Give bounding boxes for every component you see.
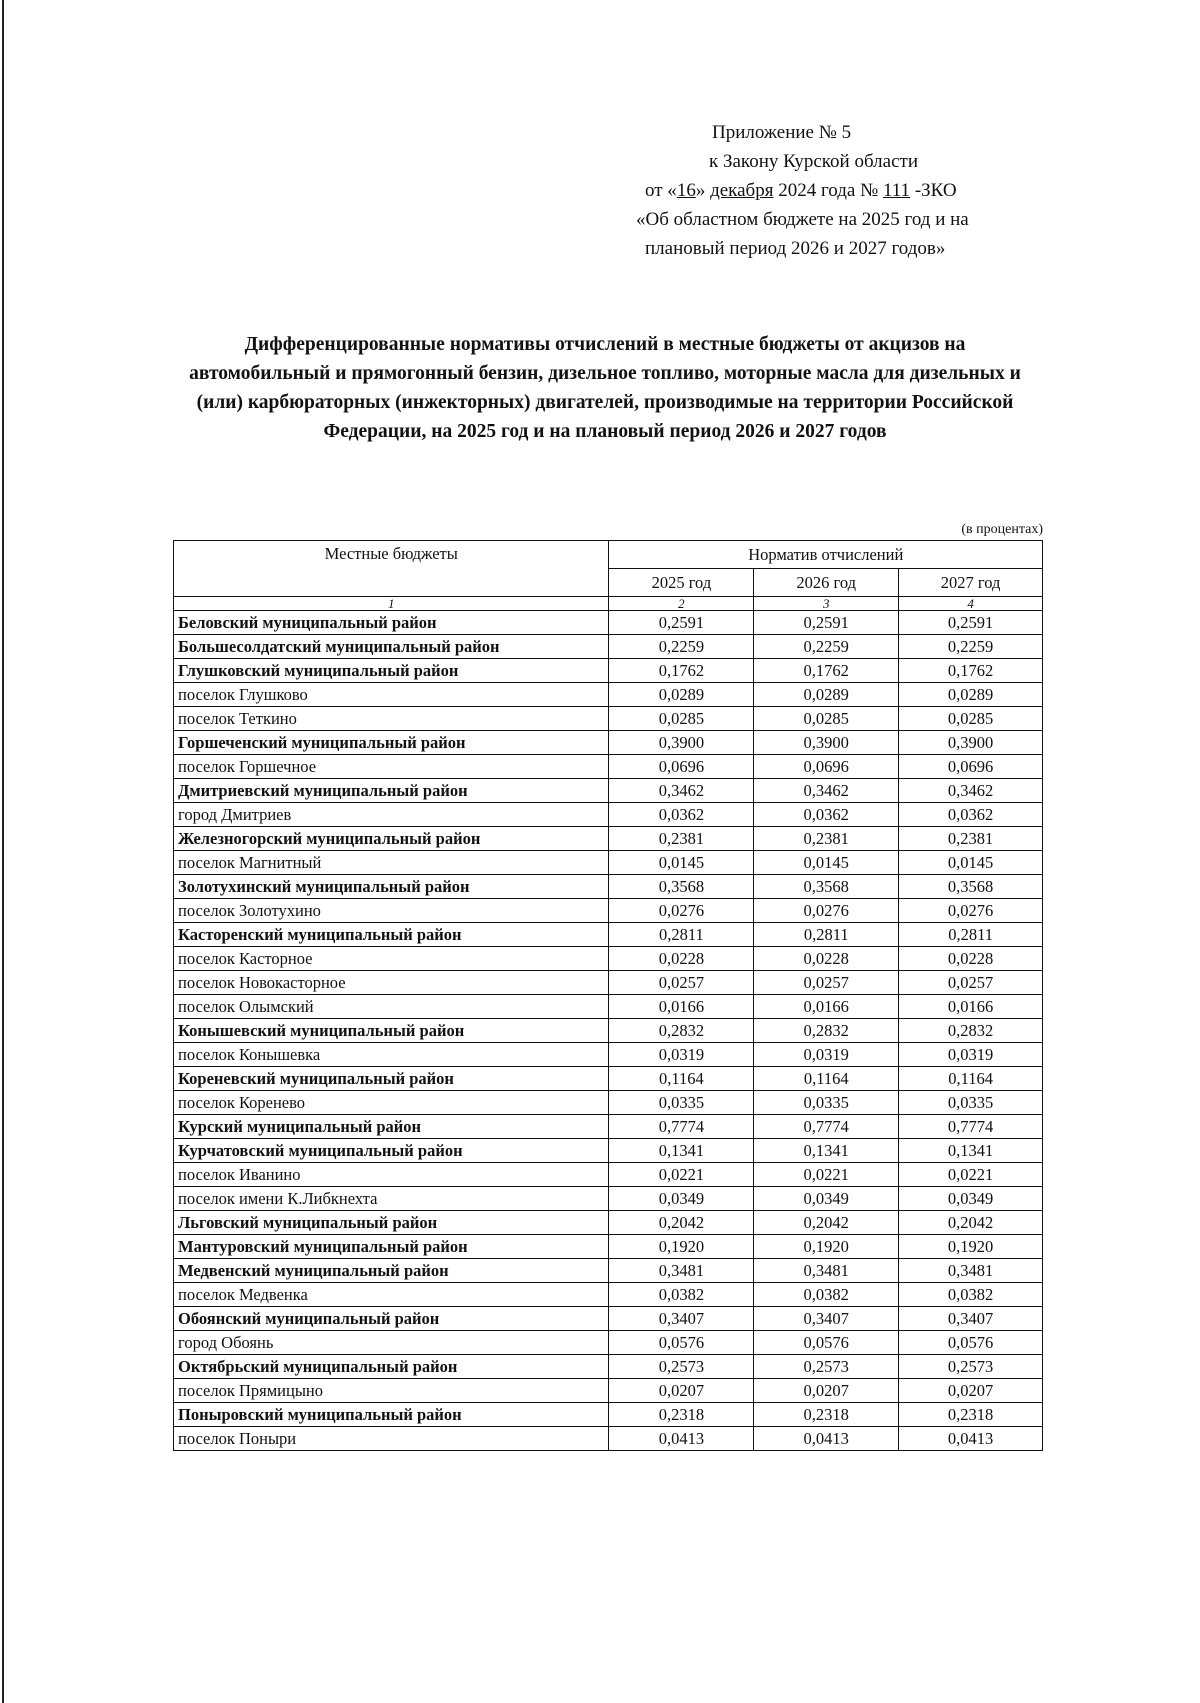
norm-value-2027: 0,1920 <box>899 1235 1043 1259</box>
norms-table <box>173 540 1043 1451</box>
norm-value-2025: 0,2591 <box>609 611 754 635</box>
norm-value-2025: 0,0289 <box>609 683 754 707</box>
norm-value-2027: 0,2832 <box>899 1019 1043 1043</box>
settlement-name: город Обоянь <box>174 1331 609 1355</box>
table-row <box>174 731 1043 755</box>
table-row <box>174 1187 1043 1211</box>
settlement-name: поселок Конышевка <box>174 1043 609 1067</box>
norm-value-2025: 0,3407 <box>609 1307 754 1331</box>
col-header-year-2025: 2025 год <box>609 569 754 597</box>
norm-value-2027: 0,7774 <box>899 1115 1043 1139</box>
district-name: Октябрьский муниципальный район <box>174 1355 609 1379</box>
norm-value-2027: 0,1762 <box>899 659 1043 683</box>
appendix-header <box>630 118 1050 263</box>
table-row <box>174 1427 1043 1451</box>
norm-value-2025: 0,0362 <box>609 803 754 827</box>
norm-value-2026: 0,0145 <box>754 851 899 875</box>
col-index-2: 2 <box>609 597 754 611</box>
norm-value-2025: 0,1164 <box>609 1067 754 1091</box>
norm-value-2026: 0,2259 <box>754 635 899 659</box>
district-name: Касторенский муниципальный район <box>174 923 609 947</box>
settlement-name: поселок Теткино <box>174 707 609 731</box>
table-row <box>174 851 1043 875</box>
table-row <box>174 659 1043 683</box>
norm-value-2025: 0,0413 <box>609 1427 754 1451</box>
norm-value-2025: 0,2832 <box>609 1019 754 1043</box>
norm-value-2027: 0,2259 <box>899 635 1043 659</box>
norm-value-2027: 0,3481 <box>899 1259 1043 1283</box>
table-row <box>174 779 1043 803</box>
settlement-name: поселок имени К.Либкнехта <box>174 1187 609 1211</box>
norm-value-2026: 0,2591 <box>754 611 899 635</box>
norm-value-2027: 0,0576 <box>899 1331 1043 1355</box>
table-row <box>174 611 1043 635</box>
norm-value-2025: 0,0382 <box>609 1283 754 1307</box>
district-name: Дмитриевский муниципальный район <box>174 779 609 803</box>
norm-value-2026: 0,0257 <box>754 971 899 995</box>
norm-value-2027: 0,0289 <box>899 683 1043 707</box>
units-note: (в процентах) <box>961 522 1043 537</box>
norm-value-2026: 0,3462 <box>754 779 899 803</box>
law-month: декабря <box>710 180 774 201</box>
norm-value-2026: 0,0696 <box>754 755 899 779</box>
settlement-name: поселок Иванино <box>174 1163 609 1187</box>
norm-value-2027: 0,0207 <box>899 1379 1043 1403</box>
norm-value-2026: 0,0221 <box>754 1163 899 1187</box>
district-name: Кореневский муниципальный район <box>174 1067 609 1091</box>
settlement-name: поселок Олымский <box>174 995 609 1019</box>
district-name: Беловский муниципальный район <box>174 611 609 635</box>
norm-value-2025: 0,1920 <box>609 1235 754 1259</box>
norm-value-2027: 0,2381 <box>899 827 1043 851</box>
norm-value-2026: 0,7774 <box>754 1115 899 1139</box>
document-title: Дифференцированные нормативы отчислений в местные бюджеты от акцизов на автомобильный и прямогонный бензин, дизельное топливо, моторные масла для дизельных и (или) карбюраторных (инжекторных) двигателей, производимые на территории Российской Федерации, на 2025 год и на плановый период 2026 и 2027 годов <box>189 334 1021 442</box>
settlement-name: поселок Коренево <box>174 1091 609 1115</box>
norm-value-2027: 0,0335 <box>899 1091 1043 1115</box>
table-row <box>174 875 1043 899</box>
table-row <box>174 635 1043 659</box>
district-name: Поныровский муниципальный район <box>174 1403 609 1427</box>
norm-value-2025: 0,0276 <box>609 899 754 923</box>
settlement-name: поселок Прямицыно <box>174 1379 609 1403</box>
norm-value-2026: 0,0382 <box>754 1283 899 1307</box>
norm-value-2026: 0,3568 <box>754 875 899 899</box>
norm-value-2025: 0,0285 <box>609 707 754 731</box>
norm-value-2027: 0,0257 <box>899 971 1043 995</box>
district-name: Глушковский муниципальный район <box>174 659 609 683</box>
col-header-year-2026: 2026 год <box>754 569 899 597</box>
district-name: Льговский муниципальный район <box>174 1211 609 1235</box>
norm-value-2026: 0,0166 <box>754 995 899 1019</box>
norm-value-2025: 0,0335 <box>609 1091 754 1115</box>
district-name: Горшеченский муниципальный район <box>174 731 609 755</box>
norm-value-2025: 0,0228 <box>609 947 754 971</box>
col-header-norm-group: Норматив отчислений <box>609 541 1043 569</box>
norm-value-2026: 0,0576 <box>754 1331 899 1355</box>
norm-value-2025: 0,0221 <box>609 1163 754 1187</box>
table-row <box>174 971 1043 995</box>
district-name: Курский муниципальный район <box>174 1115 609 1139</box>
settlement-name: поселок Медвенка <box>174 1283 609 1307</box>
district-name: Большесолдатский муниципальный район <box>174 635 609 659</box>
norm-value-2027: 0,3407 <box>899 1307 1043 1331</box>
norm-value-2025: 0,0207 <box>609 1379 754 1403</box>
norm-value-2025: 0,7774 <box>609 1115 754 1139</box>
norm-value-2026: 0,0276 <box>754 899 899 923</box>
table-row <box>174 899 1043 923</box>
table-row <box>174 1235 1043 1259</box>
norm-value-2025: 0,0145 <box>609 851 754 875</box>
district-name: Медвенский муниципальный район <box>174 1259 609 1283</box>
table-row <box>174 1259 1043 1283</box>
norm-value-2026: 0,0228 <box>754 947 899 971</box>
page-edge-line <box>2 0 4 1703</box>
table-row <box>174 707 1043 731</box>
norm-value-2027: 0,3900 <box>899 731 1043 755</box>
settlement-name: поселок Горшечное <box>174 755 609 779</box>
law-reference: к Закону Курской области <box>709 151 918 172</box>
norm-value-2027: 0,0362 <box>899 803 1043 827</box>
table-row <box>174 683 1043 707</box>
norm-value-2027: 0,2811 <box>899 923 1043 947</box>
table-row <box>174 1019 1043 1043</box>
norm-value-2027: 0,0228 <box>899 947 1043 971</box>
norm-value-2025: 0,2381 <box>609 827 754 851</box>
norm-value-2027: 0,2318 <box>899 1403 1043 1427</box>
table-row <box>174 1139 1043 1163</box>
norm-value-2027: 0,0221 <box>899 1163 1043 1187</box>
norm-value-2026: 0,3900 <box>754 731 899 755</box>
norm-value-2026: 0,0319 <box>754 1043 899 1067</box>
table-row <box>174 1355 1043 1379</box>
norm-value-2026: 0,1920 <box>754 1235 899 1259</box>
norm-value-2025: 0,2573 <box>609 1355 754 1379</box>
norm-value-2027: 0,0285 <box>899 707 1043 731</box>
table-row <box>174 1043 1043 1067</box>
norm-value-2026: 0,3407 <box>754 1307 899 1331</box>
settlement-name: поселок Касторное <box>174 947 609 971</box>
district-name: Конышевский муниципальный район <box>174 1019 609 1043</box>
settlement-name: поселок Новокасторное <box>174 971 609 995</box>
settlement-name: поселок Поныри <box>174 1427 609 1451</box>
settlement-name: поселок Магнитный <box>174 851 609 875</box>
norm-value-2025: 0,3900 <box>609 731 754 755</box>
table-row <box>174 1283 1043 1307</box>
norm-value-2027: 0,0413 <box>899 1427 1043 1451</box>
norm-value-2026: 0,0413 <box>754 1427 899 1451</box>
law-title-line1: «Об областном бюджете на 2025 год и на <box>636 209 969 230</box>
norm-value-2026: 0,0362 <box>754 803 899 827</box>
norm-value-2025: 0,3462 <box>609 779 754 803</box>
table-row <box>174 827 1043 851</box>
col-index-4: 4 <box>899 597 1043 611</box>
norm-value-2025: 0,2318 <box>609 1403 754 1427</box>
norm-value-2026: 0,2573 <box>754 1355 899 1379</box>
norm-value-2027: 0,0319 <box>899 1043 1043 1067</box>
norm-value-2027: 0,0145 <box>899 851 1043 875</box>
table-row <box>174 1211 1043 1235</box>
norm-value-2025: 0,1341 <box>609 1139 754 1163</box>
table-row <box>174 995 1043 1019</box>
table-row <box>174 803 1043 827</box>
norm-value-2025: 0,2811 <box>609 923 754 947</box>
norm-value-2027: 0,3462 <box>899 779 1043 803</box>
norm-value-2025: 0,0349 <box>609 1187 754 1211</box>
law-date-line: от «16» декабря 2024 года № 111 -ЗКО <box>645 180 957 201</box>
table-row <box>174 1163 1043 1187</box>
norm-value-2027: 0,2591 <box>899 611 1043 635</box>
norm-value-2026: 0,0335 <box>754 1091 899 1115</box>
settlement-name: город Дмитриев <box>174 803 609 827</box>
district-name: Мантуровский муниципальный район <box>174 1235 609 1259</box>
table-row <box>174 1307 1043 1331</box>
norm-value-2027: 0,2573 <box>899 1355 1043 1379</box>
norm-value-2027: 0,0382 <box>899 1283 1043 1307</box>
norm-value-2025: 0,3568 <box>609 875 754 899</box>
col-index-1: 1 <box>174 597 609 611</box>
norm-value-2026: 0,1164 <box>754 1067 899 1091</box>
norm-value-2027: 0,0696 <box>899 755 1043 779</box>
law-number: 111 <box>882 180 911 201</box>
norm-value-2025: 0,0166 <box>609 995 754 1019</box>
table-row <box>174 1091 1043 1115</box>
norm-value-2025: 0,0319 <box>609 1043 754 1067</box>
norm-value-2025: 0,0257 <box>609 971 754 995</box>
norm-value-2025: 0,0696 <box>609 755 754 779</box>
col-header-budgets: Местные бюджеты <box>174 541 609 597</box>
norm-value-2026: 0,2811 <box>754 923 899 947</box>
norm-value-2026: 0,2832 <box>754 1019 899 1043</box>
settlement-name: поселок Глушково <box>174 683 609 707</box>
law-day: 16 <box>676 180 696 201</box>
appendix-number: Приложение № 5 <box>712 122 852 143</box>
norm-value-2026: 0,3481 <box>754 1259 899 1283</box>
district-name: Железногорский муниципальный район <box>174 827 609 851</box>
table-row <box>174 755 1043 779</box>
norm-value-2026: 0,1762 <box>754 659 899 683</box>
norm-value-2025: 0,3481 <box>609 1259 754 1283</box>
norm-value-2025: 0,1762 <box>609 659 754 683</box>
table-row <box>174 1115 1043 1139</box>
norm-value-2026: 0,0349 <box>754 1187 899 1211</box>
norm-value-2027: 0,0349 <box>899 1187 1043 1211</box>
norm-value-2027: 0,1164 <box>899 1067 1043 1091</box>
table-row <box>174 1067 1043 1091</box>
norm-value-2026: 0,0285 <box>754 707 899 731</box>
norm-value-2025: 0,2259 <box>609 635 754 659</box>
norm-value-2027: 0,2042 <box>899 1211 1043 1235</box>
law-title-line2: плановый период 2026 и 2027 годов» <box>645 238 946 259</box>
norms-table-body <box>174 611 1043 1451</box>
table-row <box>174 923 1043 947</box>
norm-value-2027: 0,0166 <box>899 995 1043 1019</box>
district-name: Золотухинский муниципальный район <box>174 875 609 899</box>
norm-value-2027: 0,3568 <box>899 875 1043 899</box>
norm-value-2027: 0,1341 <box>899 1139 1043 1163</box>
norm-value-2027: 0,0276 <box>899 899 1043 923</box>
norm-value-2026: 0,1341 <box>754 1139 899 1163</box>
norm-value-2026: 0,2042 <box>754 1211 899 1235</box>
table-row <box>174 947 1043 971</box>
table-row <box>174 1403 1043 1427</box>
norm-value-2026: 0,2318 <box>754 1403 899 1427</box>
settlement-name: поселок Золотухино <box>174 899 609 923</box>
norm-value-2026: 0,2381 <box>754 827 899 851</box>
norm-value-2025: 0,2042 <box>609 1211 754 1235</box>
district-name: Обоянский муниципальный район <box>174 1307 609 1331</box>
norm-value-2025: 0,0576 <box>609 1331 754 1355</box>
norm-value-2026: 0,0289 <box>754 683 899 707</box>
col-index-3: 3 <box>754 597 899 611</box>
district-name: Курчатовский муниципальный район <box>174 1139 609 1163</box>
col-header-year-2027: 2027 год <box>899 569 1043 597</box>
norm-value-2026: 0,0207 <box>754 1379 899 1403</box>
table-row <box>174 1379 1043 1403</box>
table-row <box>174 1331 1043 1355</box>
